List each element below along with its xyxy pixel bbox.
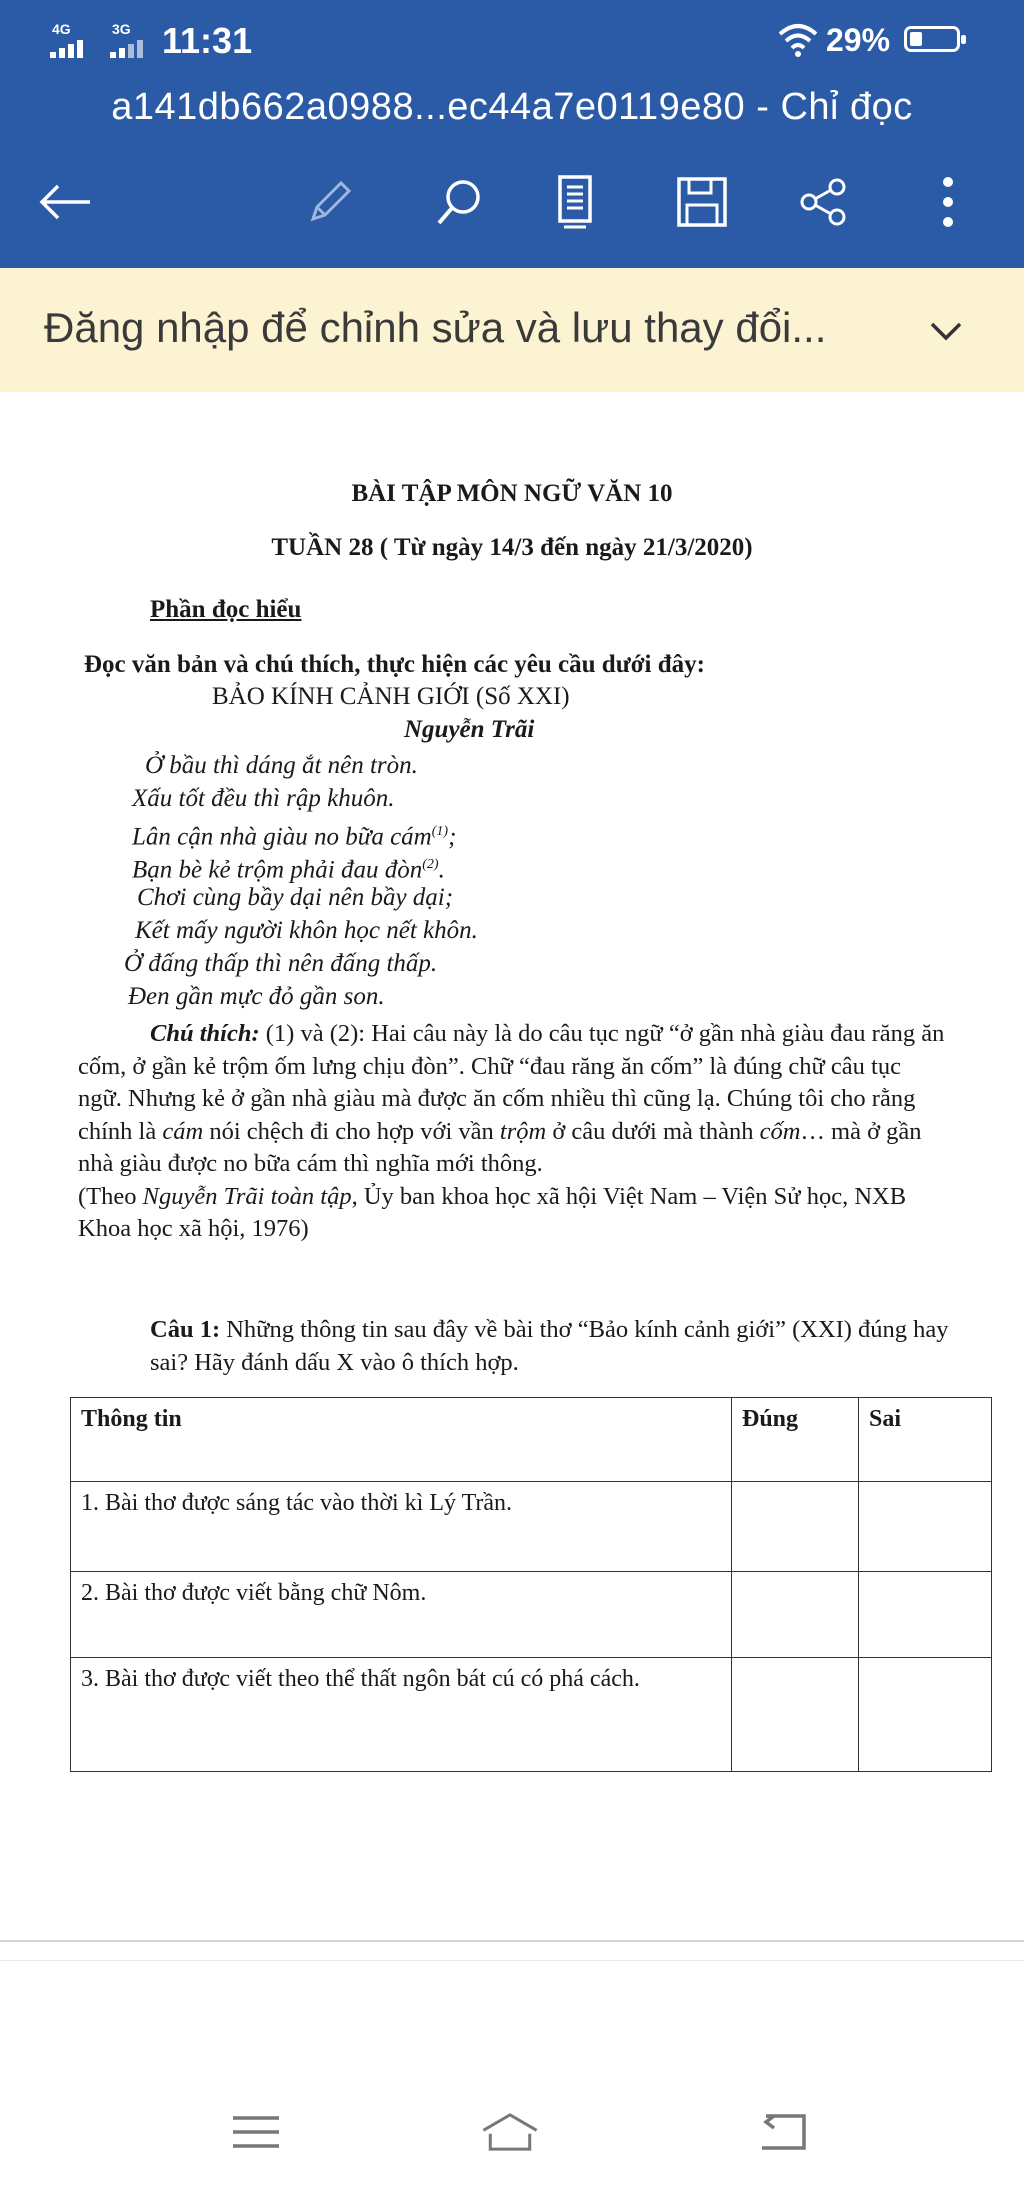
menu-icon[interactable] <box>226 2102 286 2162</box>
poem-line: Ở bầu thì dáng ắt nên tròn. <box>145 752 418 779</box>
instruction: Đọc văn bản và chú thích, thực hiện các yêu cầu dưới đây: <box>84 651 705 678</box>
poem-title: BẢO KÍNH CẢNH GIỚI (Số XXI) <box>212 683 570 710</box>
poem-line: Bạn bè kẻ trộm phải đau đòn$^{(2)}$. <box>132 856 445 884</box>
status-bar <box>0 0 1024 80</box>
info-table <box>70 1397 992 1772</box>
header-true: Đúng <box>732 1398 859 1482</box>
table-row <box>71 1482 992 1572</box>
true-cell[interactable] <box>732 1572 859 1658</box>
row-statement: 1. Bài thơ được sáng tác vào thời kì Lý Trần. <box>71 1482 732 1572</box>
table-header-row <box>71 1398 992 1482</box>
header-info: Thông tin <box>71 1398 732 1482</box>
poem-line: Ở đấng thấp thì nên đấng thấp. <box>124 950 438 977</box>
true-cell[interactable] <box>732 1482 859 1572</box>
false-cell[interactable] <box>859 1482 992 1572</box>
network-type-1: 4G <box>52 21 71 37</box>
section-heading: Phần đọc hiểu <box>150 596 302 623</box>
document-title: a141db662a0988...ec44a7e0119e80 - Chỉ đọc <box>111 86 913 128</box>
search-icon[interactable] <box>428 170 492 234</box>
table-row <box>71 1572 992 1658</box>
true-cell[interactable] <box>732 1658 859 1772</box>
sign-in-banner[interactable] <box>0 268 1024 392</box>
app-header <box>0 0 1024 268</box>
back-icon[interactable] <box>752 2102 812 2162</box>
battery-icon <box>904 26 960 52</box>
banner-message: Đăng nhập để chỉnh sửa và lưu thay đổi... <box>44 304 827 351</box>
table-row <box>71 1658 992 1772</box>
more-icon[interactable] <box>916 170 980 234</box>
divider <box>0 1960 1024 1961</box>
pen-icon[interactable] <box>298 170 362 234</box>
poem-line: Xấu tốt đều thì rập khuôn. <box>132 785 395 812</box>
worksheet-week: TUẦN 28 ( Từ ngày 14/3 đến ngày 21/3/2020) <box>271 534 753 561</box>
false-cell[interactable] <box>859 1658 992 1772</box>
row-statement: 2. Bài thơ được viết bằng chữ Nôm. <box>71 1572 732 1658</box>
signal-icon <box>50 40 94 58</box>
back-arrow-icon[interactable] <box>32 170 96 234</box>
poem-line: Lân cận nhà giàu no bữa cám$^{(1)}$; <box>132 823 457 851</box>
worksheet-title: BÀI TẬP MÔN NGỮ VĂN 10 <box>351 480 673 507</box>
footnote-label: Chú thích: <box>150 1020 260 1047</box>
footnote: Chú thích: (1) và (2): Hai câu này là do câu tục ngữ “ở gần nhà giàu đau răng ăn cốm, ở gần kẻ trộm ốm lưng chịu đòn”. Chữ “đau răng ăn cốm” là đúng chữ câu tục ngữ. Nhưng kẻ ở gần nhà giàu mà được ăn cốm nhiều thì cũng lạ. Chúng tôi cho rằng chính là cám nói chệch đi cho hợp với vần trộm ở câu dưới mà thành cốm… mà ở gần nhà giàu được no bữa cám thì nghĩa mới thông. (Theo Nguyễn Trãi toàn tập, Ủy ban khoa học xã hội Việt Nam – Viện Sử học, NXB Khoa học xã hội, 1976) <box>78 1020 945 1242</box>
poem-author: Nguyễn Trãi <box>404 716 535 743</box>
network-type-2: 3G <box>112 21 131 37</box>
question-label: Câu 1: <box>150 1316 221 1343</box>
poem-line: Đen gần mực đỏ gần son. <box>128 983 385 1010</box>
save-icon[interactable] <box>670 170 734 234</box>
divider <box>0 1940 1024 1942</box>
clock: 11:31 <box>162 20 253 61</box>
wifi-icon <box>778 22 818 58</box>
header-false: Sai <box>859 1398 992 1482</box>
footnote-source: (Theo Nguyễn Trãi toàn tập, Ủy ban khoa học xã hội Việt Nam – Viện Sử học, NXB Khoa học xã hội, 1976) <box>78 1182 907 1242</box>
chevron-down-icon[interactable] <box>924 310 968 354</box>
poem-line: Kết mấy người khôn học nết khôn. <box>135 917 478 944</box>
false-cell[interactable] <box>859 1572 992 1658</box>
question-1: Câu 1: Những thông tin sau đây về bài thơ “Bảo kính cảnh giới” (XXI) đúng hay sai? Hãy đánh dấu X vào ô thích hợp. <box>150 1316 949 1376</box>
home-icon[interactable] <box>480 2102 540 2162</box>
battery-level: 29% <box>826 22 891 58</box>
poem-line: Chơi cùng bầy dại nên bầy dại; <box>137 884 454 911</box>
signal-icon-2 <box>110 40 154 58</box>
toolbar <box>0 160 1024 244</box>
reading-view-icon[interactable] <box>544 170 608 234</box>
system-nav-bar <box>0 2062 1024 2194</box>
row-statement: 3. Bài thơ được viết theo thể thất ngôn bát cú có phá cách. <box>71 1658 732 1772</box>
share-icon[interactable] <box>792 170 856 234</box>
